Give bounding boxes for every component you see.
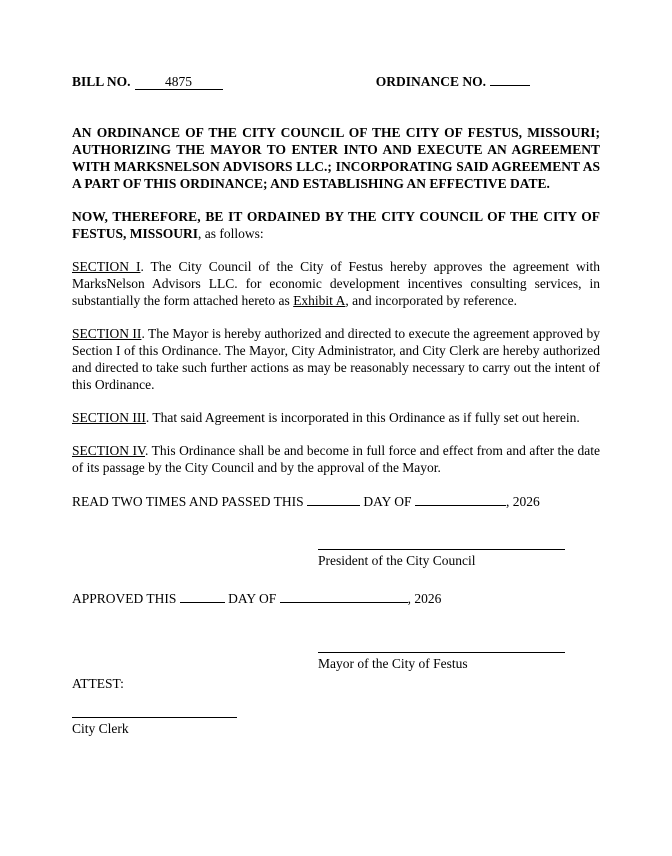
document-header [72, 72, 600, 90]
section-1-body-after: , and incorporated by reference. [345, 293, 517, 308]
enacting-clause [72, 208, 600, 242]
section-2-heading: SECTION II [72, 326, 142, 341]
section-4 [72, 442, 600, 476]
approved-day-blank [180, 589, 225, 603]
approved-line [72, 589, 600, 607]
approved-line-prefix: APPROVED THIS [72, 591, 177, 606]
passed-line-middle: DAY OF [363, 494, 412, 509]
section-3-body: . That said Agreement is incorporated in this Ordinance as if fully set out herein. [145, 410, 580, 425]
president-signature-line [318, 549, 565, 550]
president-signature-label: President of the City Council [318, 553, 476, 568]
ordinance-no-label: ORDINANCE NO. [375, 74, 486, 89]
passed-month-blank [415, 492, 506, 506]
mayor-signature-line [318, 652, 565, 653]
bill-no-group [72, 73, 223, 90]
ordinance-no-group [376, 72, 530, 90]
bill-no-label: BILL NO. [72, 74, 131, 89]
clerk-signature-line [72, 717, 237, 718]
ordinance-title: AN ORDINANCE OF THE CITY COUNCIL OF THE CITY OF FESTUS, MISSOURI; AUTHORIZING THE MAYOR TO ENTER INTO AND EXECUTE AN AGREEMENT WITH MARKSNELSON ADVISORS LLC.; INCORPORATING SAID AGREEMENT AS A PART OF THIS ORDINANCE; AND ESTABLISHING AN EFFECTIVE DATE. [72, 125, 600, 191]
section-1-heading: SECTION I [72, 259, 141, 274]
section-3-heading: SECTION III [72, 410, 146, 425]
enacting-clause-rest: , as follows: [198, 226, 264, 241]
passed-line-prefix: READ TWO TIMES AND PASSED THIS [72, 494, 304, 509]
clerk-signature-label: City Clerk [72, 721, 129, 736]
president-signature-block [318, 549, 565, 569]
section-3 [72, 409, 600, 426]
enacting-clause-bold: NOW, THEREFORE, BE IT ORDAINED BY THE CITY COUNCIL OF THE CITY OF FESTUS, MISSOURI [72, 209, 600, 241]
attest-label: ATTEST: [72, 676, 124, 691]
section-4-heading: SECTION IV [72, 443, 145, 458]
passed-day-blank [307, 492, 360, 506]
mayor-signature-label: Mayor of the City of Festus [318, 656, 468, 671]
section-4-body: . This Ordinance shall be and become in full force and effect from and after the date of its passage by the City Council and by the approval of the Mayor. [72, 443, 600, 475]
section-1-exhibit-ref: Exhibit A [293, 293, 346, 308]
passed-line-suffix: , 2026 [505, 494, 540, 509]
ordinance-no-blank [490, 72, 530, 86]
section-2-body: . The Mayor is hereby authorized and directed to execute the agreement approved by Section I of this Ordinance. The Mayor, City Administrator, and City Clerk are hereby authorized and directed to take such further actions as may be reasonably necessary to carry out the intent of this Ordinance. [72, 326, 600, 392]
approved-line-middle: DAY OF [228, 591, 277, 606]
section-1 [72, 258, 600, 309]
mayor-signature-block [318, 652, 565, 672]
approved-month-blank [280, 589, 408, 603]
clerk-signature-block [72, 717, 237, 737]
passed-line [72, 492, 600, 510]
section-2 [72, 325, 600, 393]
bill-no-value-blank: 4875 [135, 74, 223, 90]
section-1-body: . The City Council of the City of Festus hereby approves the agreement with MarksNelson Advisors LLC. for economic development incentives consulting services, in substantially the form attached hereto as [72, 259, 601, 308]
approved-line-suffix: , 2026 [407, 591, 442, 606]
